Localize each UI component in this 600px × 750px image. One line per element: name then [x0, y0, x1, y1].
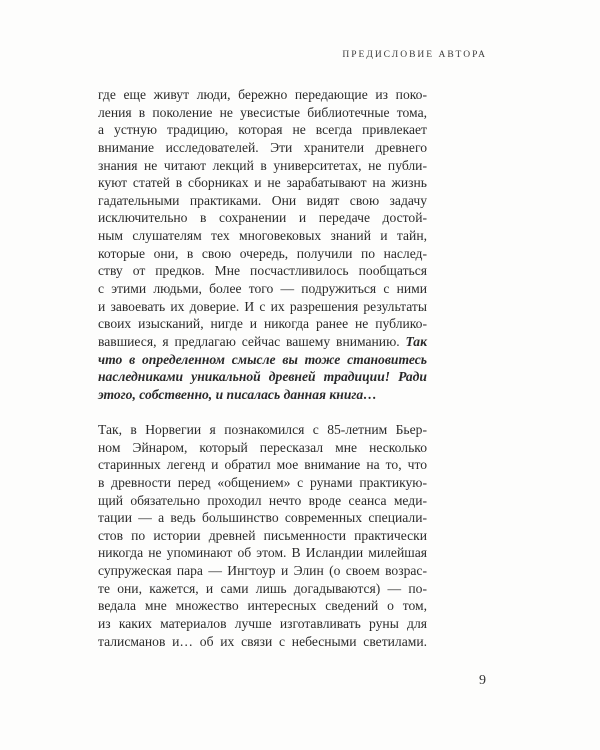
text-line: ном Эйнаром, который пересказал мне несколько	[98, 439, 427, 455]
text-line: Так, в Норвегии я познакомился с 85-летним Бьер-	[98, 422, 427, 437]
text-line: внимание исследователей. Эти хранители древнего	[98, 139, 427, 155]
text-line: талисманов и… об их связи с небесными светилами.	[98, 633, 427, 649]
text-line: а устную традицию, которая не всегда привлекает	[98, 122, 427, 138]
text-line: с этими людьми, более того — подружиться с ними	[98, 281, 427, 297]
text-line: которые они, в свою очередь, получили по наслед-	[98, 245, 427, 261]
text-run: вавшиеся, я предлагаю сейчас вашему вниманию.	[98, 333, 400, 349]
text-line: гадательными практиками. Они видят свою задачу	[98, 192, 427, 208]
text-line: старинных легенд и обратил мое внимание на то, что	[98, 457, 427, 473]
text-line: тации — а ведь большинство современных специали-	[98, 510, 427, 526]
text-line: ведала мне множество интересных сведений о том,	[98, 598, 427, 614]
emphasis-run: Так	[405, 333, 427, 349]
emphasis-line: что в определенном смысле вы тоже становитесь	[98, 351, 427, 367]
text-line: где еще живут люди, бережно передающие из поко-	[98, 87, 427, 102]
text-line: исключительно в сохранении и передаче достой-	[98, 210, 427, 226]
text-line: и завоевать их доверие. И с их разрешения результаты	[98, 298, 427, 314]
text-line: знания не читают лекций в университетах, не публи-	[98, 157, 427, 173]
text-line-mixed	[98, 333, 427, 351]
paragraph-1	[98, 86, 427, 404]
page-number: 9	[479, 673, 486, 688]
text-line: ления в поколение не увесистые библиотечные тома,	[98, 104, 427, 120]
text-line: в древности перед «общением» с рунами практикую-	[98, 474, 427, 490]
text-line: щий обязательно проходил нечто вроде сеанса меди-	[98, 492, 427, 508]
text-line: никогда не упоминают об этом. В Исландии милейшая	[98, 545, 427, 561]
text-line: куют статей в сборниках и не зарабатывают на жизнь	[98, 175, 427, 191]
text-line: своих изысканий, нигде и никогда ранее не публико-	[98, 316, 427, 332]
text-line: ству от предков. Мне посчастливилось пообщаться	[98, 263, 427, 279]
emphasis-line: наследниками уникальной древней традиции! Ради	[98, 369, 427, 385]
paragraph-2	[98, 421, 427, 650]
running-header: ПРЕДИСЛОВИЕ АВТОРА	[342, 50, 487, 60]
text-line: супружеская пара — Ингтоур и Элин (о своем возрас-	[98, 563, 427, 579]
text-line: те они, кажется, и сами лишь догадываются) — по-	[98, 580, 427, 596]
text-line: из каких материалов лучше изготавливать руны для	[98, 616, 427, 632]
text-line: ным слушателям тех многовековых знаний и тайн,	[98, 228, 427, 244]
emphasis-line: этого, собственно, и писалась данная книга…	[98, 386, 377, 402]
text-line: стов по истории древней письменности практически	[98, 527, 427, 543]
